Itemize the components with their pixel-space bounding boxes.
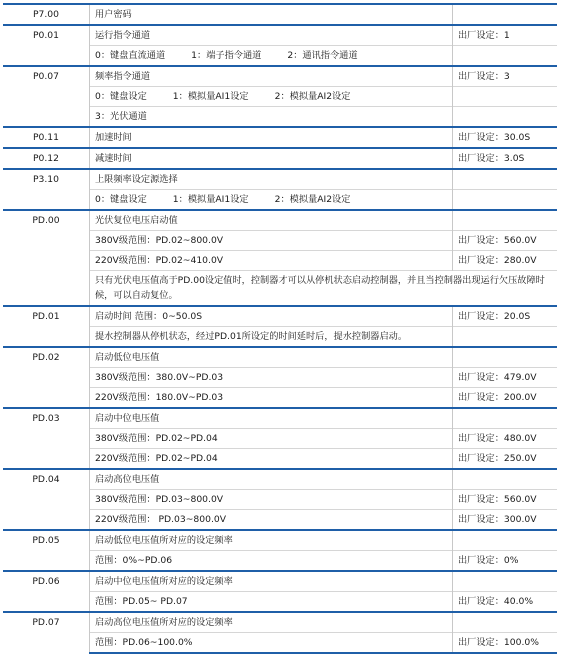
factory-default [453, 210, 558, 231]
factory-default [453, 469, 558, 490]
parameter-description: 380V级范围：380.0V~PD.03 [90, 368, 453, 388]
parameter-code: P0.01 [3, 25, 90, 66]
parameter-row [3, 210, 557, 231]
parameter-row [3, 306, 557, 327]
parameter-option: 0：键盘直流通道 [95, 50, 166, 61]
factory-default: 出厂设定：20.0S [453, 306, 558, 327]
parameter-code: P0.12 [3, 148, 90, 169]
parameter-row [3, 4, 557, 25]
factory-default: 出厂设定：560.0V [453, 231, 558, 251]
factory-default: 出厂设定：40.0% [453, 592, 558, 613]
parameter-code: PD.00 [3, 210, 90, 306]
parameter-description: 加速时间 [90, 127, 453, 148]
parameter-row [3, 169, 557, 190]
factory-default [453, 408, 558, 429]
parameter-table [3, 3, 557, 654]
parameter-description: 频率指令通道 [90, 66, 453, 87]
parameter-description: 用户密码 [90, 4, 453, 25]
factory-default: 出厂设定：200.0V [453, 388, 558, 409]
parameter-code: PD.02 [3, 347, 90, 408]
parameter-option: 0：键盘设定 [95, 194, 147, 205]
parameter-description: 3：光伏通道 [90, 107, 453, 128]
factory-default: 出厂设定：0% [453, 551, 558, 572]
factory-default: 出厂设定：479.0V [453, 368, 558, 388]
factory-default: 出厂设定：1 [453, 25, 558, 46]
parameter-code: PD.03 [3, 408, 90, 469]
factory-default: 出厂设定：3 [453, 66, 558, 87]
parameter-description: 220V级范围：PD.02~PD.04 [90, 449, 453, 470]
parameter-description: 启动时间 范围：0~50.0S [90, 306, 453, 327]
parameter-row [3, 530, 557, 551]
parameter-code: PD.06 [3, 571, 90, 612]
factory-default [453, 530, 558, 551]
parameter-row [3, 612, 557, 633]
parameter-description: 只有光伏电压值高于PD.00设定值时，控制器才可以从停机状态启动控制器，并且当控制器出现运行欠压故障时候，可以自动复位。 [90, 271, 558, 307]
factory-default [453, 46, 558, 67]
parameter-table-body [3, 4, 557, 653]
factory-default: 出厂设定：300.0V [453, 510, 558, 531]
factory-default [453, 612, 558, 633]
parameter-row [3, 469, 557, 490]
factory-default [453, 87, 558, 107]
parameter-description: 减速时间 [90, 148, 453, 169]
parameter-description: 380V级范围：PD.02~800.0V [90, 231, 453, 251]
factory-default: 出厂设定：100.0% [453, 633, 558, 654]
factory-default: 出厂设定：30.0S [453, 127, 558, 148]
factory-default [453, 4, 558, 25]
factory-default: 出厂设定：480.0V [453, 429, 558, 449]
parameter-option: 1：模拟量AI1设定 [172, 91, 249, 102]
parameter-row [3, 66, 557, 87]
parameter-description: 启动中位电压值所对应的设定频率 [90, 571, 453, 592]
parameter-code: P3.10 [3, 169, 90, 210]
parameter-description: 启动中位电压值 [90, 408, 453, 429]
parameter-description: 380V级范围：PD.03~800.0V [90, 490, 453, 510]
parameter-row [3, 25, 557, 46]
factory-default: 出厂设定：280.0V [453, 251, 558, 271]
parameter-code: P0.07 [3, 66, 90, 127]
parameter-option: 2：通讯指令通道 [287, 50, 358, 61]
parameter-description: 220V级范围： PD.03~800.0V [90, 510, 453, 531]
parameter-code: P7.00 [3, 4, 90, 25]
parameter-code: PD.04 [3, 469, 90, 530]
parameter-code: PD.07 [3, 612, 90, 653]
parameter-description: 启动高位电压值 [90, 469, 453, 490]
parameter-option: 1：模拟量AI1设定 [172, 194, 249, 205]
parameter-options [90, 190, 453, 211]
factory-default: 出厂设定：560.0V [453, 490, 558, 510]
parameter-options [90, 87, 453, 107]
parameter-code: P0.11 [3, 127, 90, 148]
factory-default [453, 347, 558, 368]
parameter-description: 范围：0%~PD.06 [90, 551, 453, 572]
parameter-description: 启动高位电压值所对应的设定频率 [90, 612, 453, 633]
parameter-description: 运行指令通道 [90, 25, 453, 46]
parameter-option: 1：端子指令通道 [191, 50, 262, 61]
parameter-description: 380V级范围：PD.02~PD.04 [90, 429, 453, 449]
parameter-code: PD.01 [3, 306, 90, 347]
parameter-description: 提水控制器从停机状态，经过PD.01所设定的时间延时后，提水控制器启动。 [90, 327, 453, 348]
factory-default [453, 107, 558, 128]
parameter-description: 范围：PD.05~ PD.07 [90, 592, 453, 613]
factory-default: 出厂设定：250.0V [453, 449, 558, 470]
parameter-description: 上限频率设定源选择 [90, 169, 453, 190]
factory-default [453, 190, 558, 211]
parameter-row [3, 571, 557, 592]
parameter-option: 0：键盘设定 [95, 91, 147, 102]
factory-default [453, 571, 558, 592]
parameter-option: 2：模拟量AI2设定 [274, 194, 351, 205]
parameter-description: 范围：PD.06~100.0% [90, 633, 453, 654]
parameter-description: 启动低位电压值 [90, 347, 453, 368]
factory-default [453, 327, 558, 348]
parameter-row [3, 408, 557, 429]
parameter-description: 光伏复位电压启动值 [90, 210, 453, 231]
factory-default: 出厂设定：3.0S [453, 148, 558, 169]
parameter-description: 220V级范围：180.0V~PD.03 [90, 388, 453, 409]
parameter-description: 220V级范围：PD.02~410.0V [90, 251, 453, 271]
parameter-code: PD.05 [3, 530, 90, 571]
parameter-options [90, 46, 453, 67]
factory-default [453, 169, 558, 190]
parameter-description: 启动低位电压值所对应的设定频率 [90, 530, 453, 551]
parameter-row [3, 347, 557, 368]
parameter-row [3, 148, 557, 169]
parameter-option: 2：模拟量AI2设定 [274, 91, 351, 102]
parameter-row [3, 127, 557, 148]
